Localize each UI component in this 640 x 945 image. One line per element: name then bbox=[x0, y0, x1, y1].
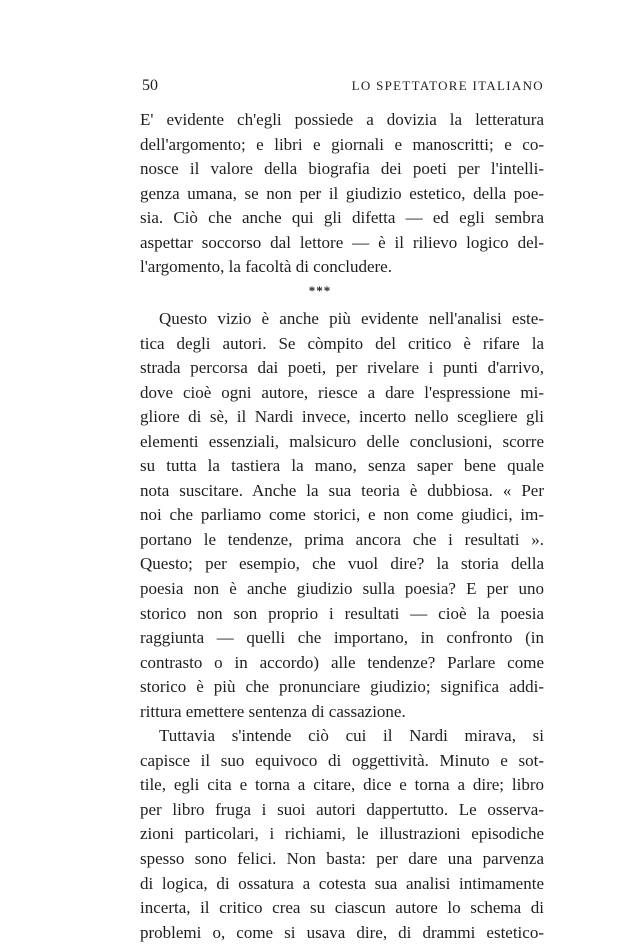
text-line: noi che parliamo come storici, e non come giudici, im- bbox=[140, 505, 544, 525]
running-title: LO SPETTATORE ITALIANO bbox=[351, 78, 544, 93]
text-line: dove cioè ogni autore, riesce a dare l'espressione mi- bbox=[140, 382, 544, 402]
text-line: problemi o, come si usava dire, di drammi estetico- bbox=[140, 922, 544, 942]
section-separator: *** bbox=[308, 283, 332, 298]
text-line: tica degli autori. Se còmpito del critico è rifare la bbox=[140, 333, 544, 353]
page-header bbox=[142, 77, 544, 101]
text-line: rittura emettere sentenza di cassazione. bbox=[140, 701, 406, 721]
text-line: raggiunta — quelli che importano, in confronto (in bbox=[140, 628, 544, 648]
text-line: elementi essenziali, malsicuro delle conclusioni, scorre bbox=[140, 431, 544, 451]
text-line: storico è più che pronunciare giudizio; significa addi- bbox=[140, 677, 544, 697]
text-line: E' evidente ch'egli possiede a dovizia la letteratura bbox=[140, 110, 544, 129]
text-line: Tuttavia s'intende ciò cui il Nardi mirava, si bbox=[159, 726, 544, 746]
text-line: strada percorsa dai poeti, per rivelare i punti d'arrivo, bbox=[140, 358, 544, 378]
text-line: contrasto o in accordo) alle tendenze? Parlare come bbox=[140, 652, 544, 672]
text-line: poesia non è anche giudizio sulla poesia? E per uno bbox=[140, 579, 544, 599]
text-line: portano le tendenze, prima ancora che i resultati ». bbox=[140, 529, 544, 549]
text-line: spesso sono felici. Non basta: per dare una parvenza bbox=[140, 849, 544, 869]
text-line: aspettar soccorso dal lettore — è il rilievo logico del- bbox=[140, 232, 544, 252]
text-line: genza umana, se non per il giudizio estetico, della poe- bbox=[140, 183, 544, 203]
text-line: dell'argomento; e libri e giornali e manoscritti; e co- bbox=[140, 134, 544, 154]
text-line: tile, egli cita e torna a citare, dice e torna a dire; libro bbox=[140, 775, 544, 795]
paragraph-1 bbox=[140, 108, 544, 280]
text-line: Questo; per esempio, che vuol dire? la storia della bbox=[140, 554, 544, 574]
text-line: Questo vizio è anche più evidente nell'analisi este- bbox=[159, 309, 544, 328]
text-line: sia. Ciò che anche qui gli difetta — ed egli sembra bbox=[140, 208, 544, 228]
text-line: nosce il valore della biografia dei poeti per l'intelli- bbox=[140, 159, 544, 179]
text-line: capisce il suo equivoco di oggettività. Minuto e sot- bbox=[140, 750, 544, 770]
text-line: nota suscitare. Anche la sua teoria è dubbiosa. « Per bbox=[140, 480, 544, 500]
page-number: 50 bbox=[142, 77, 158, 94]
text-line: per libro fruga i suoi autori dappertutto. Le osserva- bbox=[140, 799, 544, 819]
text-line: su tutta la tastiera la mano, senza saper bene quale bbox=[140, 456, 544, 476]
text-line: zioni particolari, i richiami, le illustrazioni episodiche bbox=[140, 824, 544, 844]
text-line: incerta, il critico crea su ciascun autore lo schema di bbox=[140, 898, 544, 918]
paragraph-2 bbox=[140, 307, 544, 945]
text-line: l'argomento, la facoltà di concludere. bbox=[140, 257, 392, 277]
text-line: gliore di sè, il Nardi invece, incerto nello scegliere gli bbox=[140, 407, 544, 427]
text-line: storico non son proprio i resultati — cioè la poesia bbox=[140, 603, 544, 623]
text-line: di logica, di ossatura a cotesta sua analisi intimamente bbox=[140, 873, 544, 893]
